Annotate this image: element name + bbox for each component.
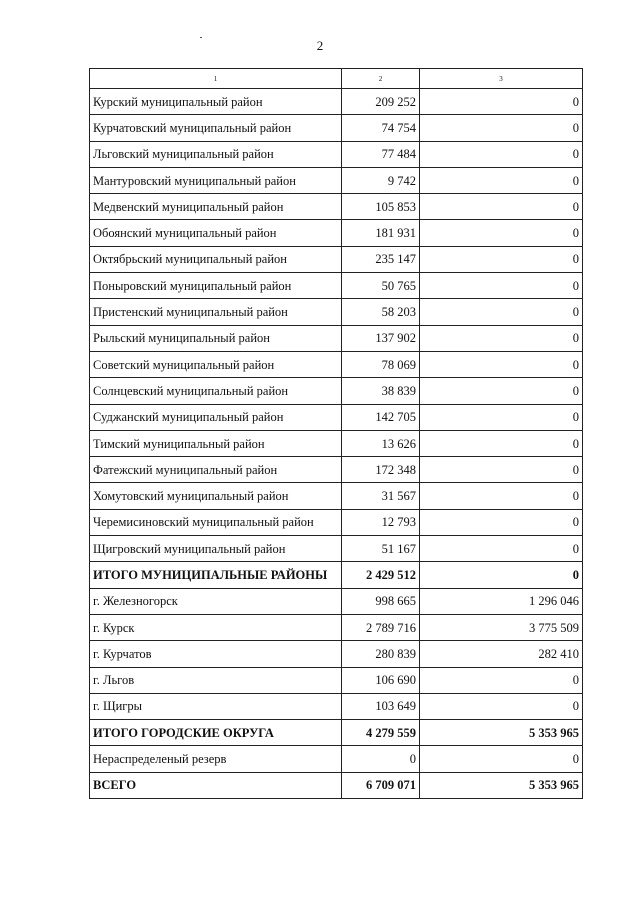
row-value-col3-cell: 0 <box>420 89 583 115</box>
row-value-col3-cell: 0 <box>420 483 583 509</box>
table-body <box>90 89 583 799</box>
row-value-col3-cell: 0 <box>420 378 583 404</box>
row-name-cell: Рыльский муниципальный район <box>90 325 342 351</box>
table-row <box>90 167 583 193</box>
table-row <box>90 325 583 351</box>
row-value-col2-cell: 280 839 <box>342 641 420 667</box>
row-value-col3-cell: 0 <box>420 746 583 772</box>
row-name-cell: Фатежский муниципальный район <box>90 457 342 483</box>
row-value-col3-cell: 1 296 046 <box>420 588 583 614</box>
row-value-col3-cell: 0 <box>420 220 583 246</box>
row-name-cell: Обоянский муниципальный район <box>90 220 342 246</box>
row-name-cell: Черемисиновский муниципальный район <box>90 509 342 535</box>
row-value-col2-cell: 78 069 <box>342 351 420 377</box>
row-name-cell: Курский муниципальный район <box>90 89 342 115</box>
row-value-col2-cell: 74 754 <box>342 115 420 141</box>
table-row <box>90 351 583 377</box>
row-name-cell: г. Курск <box>90 614 342 640</box>
row-value-col3-cell: 0 <box>420 246 583 272</box>
table-row <box>90 457 583 483</box>
row-value-col2-cell: 6 709 071 <box>342 772 420 798</box>
table-row <box>90 194 583 220</box>
row-name-cell: Нераспределеный резерв <box>90 746 342 772</box>
row-value-col2-cell: 9 742 <box>342 167 420 193</box>
row-value-col2-cell: 181 931 <box>342 220 420 246</box>
row-value-col3-cell: 282 410 <box>420 641 583 667</box>
row-value-col3-cell: 0 <box>420 536 583 562</box>
table-row <box>90 141 583 167</box>
row-value-col3-cell: 0 <box>420 562 583 588</box>
table-row <box>90 693 583 719</box>
row-value-col3-cell: 0 <box>420 430 583 456</box>
row-value-col3-cell: 0 <box>420 167 583 193</box>
row-name-cell: Поныровский муниципальный район <box>90 273 342 299</box>
row-name-cell: Тимский муниципальный район <box>90 430 342 456</box>
table-row <box>90 641 583 667</box>
table-header-row <box>90 69 583 89</box>
row-name-cell: г. Курчатов <box>90 641 342 667</box>
row-value-col2-cell: 103 649 <box>342 693 420 719</box>
row-value-col3-cell: 5 353 965 <box>420 772 583 798</box>
table-total-row <box>90 720 583 746</box>
row-name-cell: г. Железногорск <box>90 588 342 614</box>
row-value-col2-cell: 2 789 716 <box>342 614 420 640</box>
table-row <box>90 220 583 246</box>
table-row <box>90 667 583 693</box>
column-header-3: 3 <box>420 69 583 89</box>
row-value-col2-cell: 106 690 <box>342 667 420 693</box>
row-value-col2-cell: 142 705 <box>342 404 420 430</box>
row-value-col2-cell: 38 839 <box>342 378 420 404</box>
row-value-col3-cell: 0 <box>420 299 583 325</box>
row-name-cell: Медвенский муниципальный район <box>90 194 342 220</box>
row-name-cell: Солнцевский муниципальный район <box>90 378 342 404</box>
row-value-col3-cell: 0 <box>420 141 583 167</box>
column-header-2: 2 <box>342 69 420 89</box>
row-value-col3-cell: 0 <box>420 194 583 220</box>
row-value-col2-cell: 0 <box>342 746 420 772</box>
row-value-col3-cell: 5 353 965 <box>420 720 583 746</box>
row-value-col3-cell: 0 <box>420 693 583 719</box>
page-number: 2 <box>316 38 324 53</box>
table-row <box>90 299 583 325</box>
table-row <box>90 614 583 640</box>
table-row <box>90 115 583 141</box>
row-value-col3-cell: 3 775 509 <box>420 614 583 640</box>
row-name-cell: Льговский муниципальный район <box>90 141 342 167</box>
row-value-col2-cell: 13 626 <box>342 430 420 456</box>
table-row <box>90 588 583 614</box>
row-value-col2-cell: 77 484 <box>342 141 420 167</box>
row-value-col2-cell: 12 793 <box>342 509 420 535</box>
table-row <box>90 746 583 772</box>
row-value-col2-cell: 235 147 <box>342 246 420 272</box>
row-name-cell: г. Щигры <box>90 693 342 719</box>
row-value-col3-cell: 0 <box>420 273 583 299</box>
table-row <box>90 404 583 430</box>
row-name-cell: Курчатовский муниципальный район <box>90 115 342 141</box>
table-total-row <box>90 772 583 798</box>
row-name-cell: ИТОГО ГОРОДСКИЕ ОКРУГА <box>90 720 342 746</box>
row-value-col3-cell: 0 <box>420 351 583 377</box>
column-header-1: 1 <box>90 69 342 89</box>
table-row <box>90 483 583 509</box>
row-name-cell: ИТОГО МУНИЦИПАЛЬНЫЕ РАЙОНЫ <box>90 562 342 588</box>
row-value-col2-cell: 51 167 <box>342 536 420 562</box>
row-value-col3-cell: 0 <box>420 667 583 693</box>
row-name-cell: Мантуровский муниципальный район <box>90 167 342 193</box>
row-value-col3-cell: 0 <box>420 404 583 430</box>
row-value-col2-cell: 137 902 <box>342 325 420 351</box>
row-value-col2-cell: 4 279 559 <box>342 720 420 746</box>
row-name-cell: г. Льгов <box>90 667 342 693</box>
row-value-col2-cell: 31 567 <box>342 483 420 509</box>
row-value-col3-cell: 0 <box>420 509 583 535</box>
row-value-col3-cell: 0 <box>420 457 583 483</box>
row-value-col2-cell: 58 203 <box>342 299 420 325</box>
row-value-col3-cell: 0 <box>420 115 583 141</box>
table-row <box>90 89 583 115</box>
row-name-cell: Пристенский муниципальный район <box>90 299 342 325</box>
table-row <box>90 430 583 456</box>
table-row <box>90 509 583 535</box>
row-value-col2-cell: 998 665 <box>342 588 420 614</box>
row-name-cell: Октябрьский муниципальный район <box>90 246 342 272</box>
table-total-row <box>90 562 583 588</box>
row-name-cell: Щигровский муниципальный район <box>90 536 342 562</box>
row-value-col3-cell: 0 <box>420 325 583 351</box>
table-row <box>90 273 583 299</box>
row-name-cell: Хомутовский муниципальный район <box>90 483 342 509</box>
table-row <box>90 246 583 272</box>
table-row <box>90 536 583 562</box>
row-value-col2-cell: 209 252 <box>342 89 420 115</box>
row-name-cell: Советский муниципальный район <box>90 351 342 377</box>
budget-table <box>89 68 583 799</box>
row-value-col2-cell: 172 348 <box>342 457 420 483</box>
row-value-col2-cell: 50 765 <box>342 273 420 299</box>
row-value-col2-cell: 2 429 512 <box>342 562 420 588</box>
table-row <box>90 378 583 404</box>
row-name-cell: Суджанский муниципальный район <box>90 404 342 430</box>
row-value-col2-cell: 105 853 <box>342 194 420 220</box>
row-name-cell: ВСЕГО <box>90 772 342 798</box>
